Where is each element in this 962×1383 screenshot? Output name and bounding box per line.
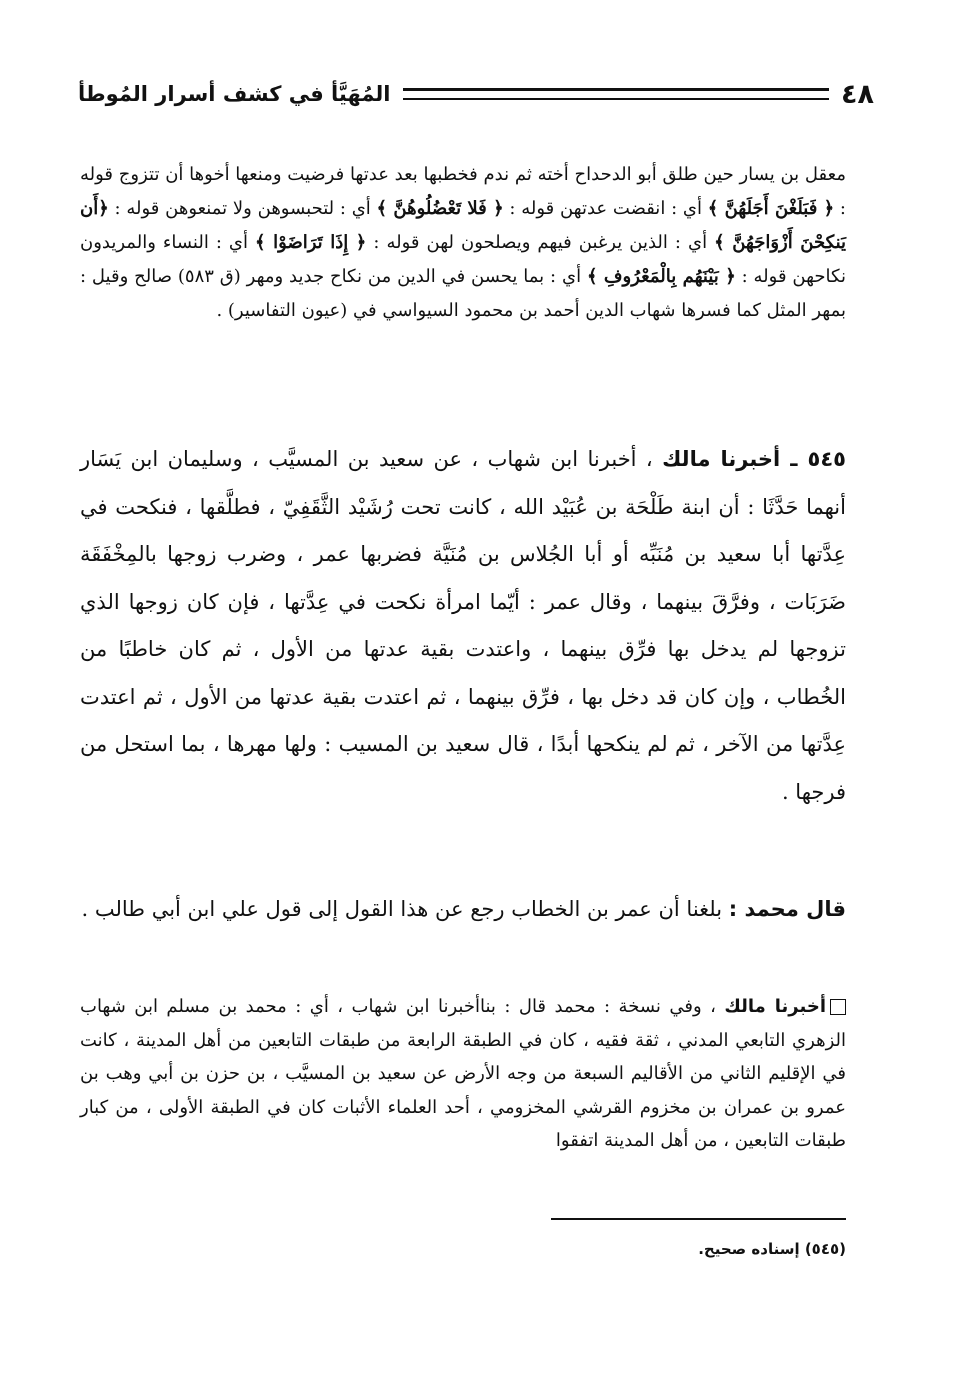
commentary-paragraph-2 [80, 990, 846, 1158]
footnote-divider [551, 1218, 846, 1220]
footnote: (٥٤٥) إسناده صحيح. [698, 1240, 846, 1258]
running-title: المُهَيَّأ في كشف أسرار المُوطأ [78, 82, 391, 106]
page-number: ٤٨ [841, 78, 874, 110]
hadith-text: ، أخبرنا ابن شهاب ، عن سعيد بن المسيَّب ، وسليمان ابن يَسَار أنهما حَدَّثَا : أن ابنة طَلْحَة بن عُبَيْد الله ، كانت تحت رُشَيْد الثَّقَفِيّ ، فطلَّقها ، فنكحت في عِدَّتها أبا سعيد بن مُنَبِّه أو أبا الجُلاس بن مُنَيَّة فضربها عمر ، وضرب زوجها بالمِخْفَقَة ضَرَبَات ، وفرَّقَ بينهما ، وقال عمر : أيّما امرأة نكحت في عِدَّتها ، فإن كان زوجها الذي تزوجها لم يدخل بها فرِّق بينهما ، واعتدت بقية عدتها من الأول ، ثم كان خاطبًا من الخُطاب ، وإن كان قد دخل بها ، فرِّق بينهما ، ثم اعتدت بقية عدتها من الأول ، ثم اعتدت عِدَّتها من الآخر ، ثم لم ينكحها أبدًا ، قال سعيد بن المسيب : ولها مهرها ، بما استحل من فرجها . [80, 447, 846, 804]
commentary-text-4: أي : الذين يرغبن فيهم ويصلحون لهن قوله : [366, 232, 715, 253]
quran-phrase-4: ﴿ إِذَا تَرَاضَوْا ﴾ [255, 232, 367, 253]
commentary-text-2: أي : انقضت عدتهن قوله : [503, 198, 708, 219]
qala-muhammad-heading: قال محمد : [728, 897, 846, 921]
qala-muhammad-text: بلغنا أن عمر بن الخطاب رجع عن هذا القول إلى قول علي ابن أبي طالب . [81, 897, 729, 921]
quran-phrase-3: ﴿أَن يَنكِحْنَ أَزْوَاجَهُنَّ ﴾ [80, 198, 847, 253]
commentary-text-6: أي : بما يحسن في الدين من نكاح جديد ومهر (ق ٥٨٣) صالح وقيل : بمهر المثل كما فسرها شهاب الدين أحمد بن محمود السيواسي في (عيون التفاسير) . [80, 266, 846, 321]
hadith-number-heading: ٥٤٥ ـ أخبرنا مالك [662, 447, 846, 471]
commentary-paragraph-1 [80, 158, 846, 328]
commentary-text-3: أي : لتحبسوهن ولا تمنعوهن قوله : [108, 198, 377, 219]
running-header [78, 74, 874, 114]
commentary-2-text: ، وفي نسخة : محمد قال : بناأخبرنا ابن شهاب ، أي : محمد بن مسلم ابن شهاب الزهري التابعي المدني ، ثقة فقيه ، كان في الطبقة الرابعة من طبقات التابعين من أهل المدينة ، كانت في الإقليم الثاني من الأقاليم السبعة من وجه الأرض عن سعيد بن المسيَّب ، بن حزن بن أبي وهب بن عمرو بن عمران بن مخزوم القرشي المخزومي ، أحد العلماء الأثبات كان في الطبقة الأولى ، من كبار طبقات التابعين ، من أهل المدينة اتفقوا [80, 996, 846, 1151]
header-double-rule [403, 88, 830, 100]
square-marker-icon [830, 999, 846, 1015]
hadith-545 [80, 436, 846, 816]
commentary-text-5: أي : النساء والمريدون نكاحهن قوله : [80, 232, 846, 287]
qala-muhammad-paragraph [80, 886, 846, 933]
commentary-2-heading: أخبرنا مالك [724, 996, 826, 1017]
commentary-text-1: معقل بن يسار حين طلق أبو الدحداح أخته ثم ندم فخطبها بعد عدتها فرضيت ومنعها أخوها أن تتزوج قوله : [80, 164, 847, 219]
quran-phrase-1: ﴿ فَبَلَغْنَ أَجَلَهُنَّ ﴾ [707, 198, 835, 219]
quran-phrase-5: ﴿ بَيْنَهُم بِالْمَعْرُوفِ ﴾ [586, 266, 736, 287]
quran-phrase-2: ﴿ فَلا تَعْضُلُوهُنَّ ﴾ [376, 198, 504, 219]
